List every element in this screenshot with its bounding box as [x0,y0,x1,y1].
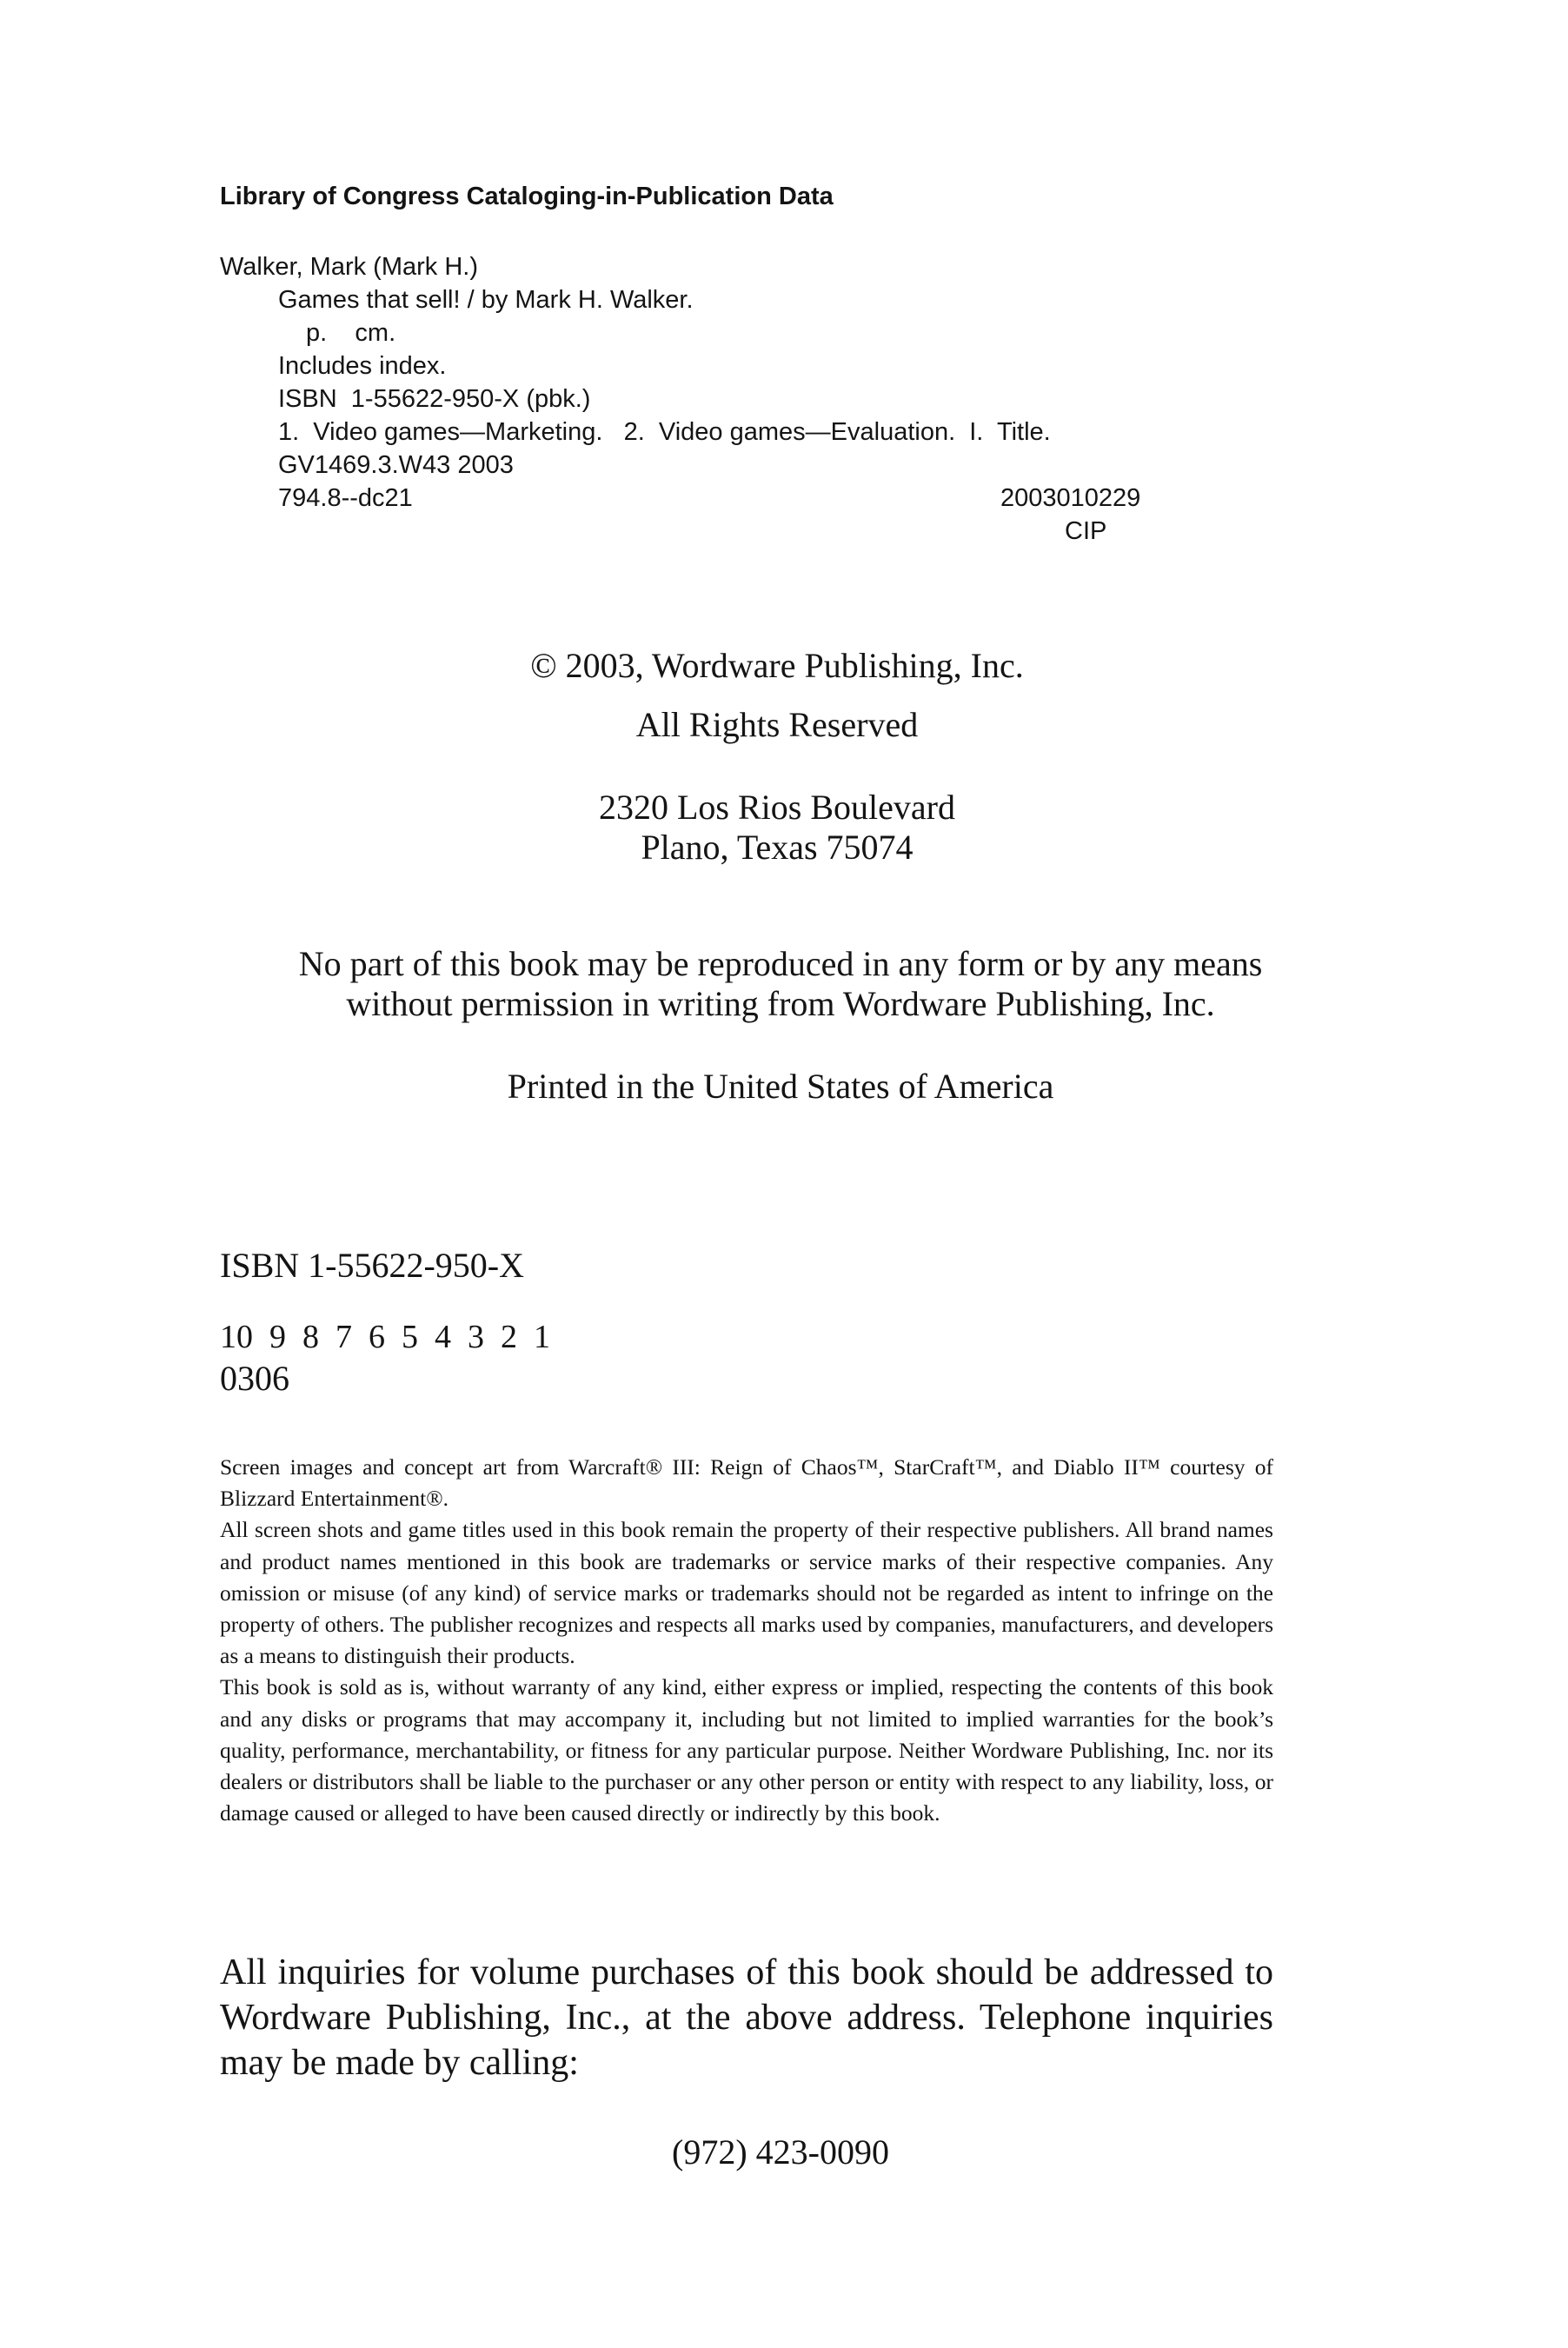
legal-paragraph-trademarks-credit: Screen images and concept art from Warcraft® III: Reign of Chaos™, StarCraft™, and Diablo II™ courtesy of Blizzard Entertainment®. [220,1454,1273,1512]
cip-isbn: ISBN 1-55622-950-X (pbk.) [278,385,591,413]
copyright-line: © 2003, Wordware Publishing, Inc. [530,646,1024,685]
legal-paragraph-trademarks: All screen shots and game titles used in this book remain the property of their respective publishers. All brand names and product names mentioned in this book are trademarks or service marks of their respective companies. Any omission or misuse (of any kind) of service marks or trademarks should not be regarded as intent to infringe on the property of others. The publisher recognizes and respects all marks used by companies, manufacturers, and developers as a means to distinguish their products. [220,1517,1273,1669]
legal-paragraph-warranty: This book is sold as is, without warranty of any kind, either express or implied, respecting the contents of this book and any disks or programs that may accompany it, including but not limited to implied warranties for the book’s quality, performance, merchantability, or fitness for any particular purpose. Neither Wordware Publishing, Inc. nor its dealers or distributors shall be liable to the purchaser or any other person or entity with respect to any liability, loss, or damage caused or alleged to have been caused directly or indirectly by this book. [220,1674,1273,1826]
address-street: 2320 Los Rios Boulevard [599,788,955,827]
print-code: 0306 [220,1359,289,1398]
cip-author: Walker, Mark (Mark H.) [220,253,478,281]
cip-subjects: 1. Video games—Marketing. 2. Video games—Evaluation. I. Title. [278,418,1051,446]
cip-title: Games that sell! / by Mark H. Walker. [278,286,694,314]
cip-physical: p. cm. [306,319,396,347]
cip-lccn: 2003010229 [1000,484,1141,512]
isbn-line: ISBN 1-55622-950-X [220,1246,524,1285]
printed-in: Printed in the United States of America [507,1067,1054,1106]
address-city: Plano, Texas 75074 [641,828,914,867]
phone-number: (972) 423-0090 [672,2132,889,2172]
permission-line-2: without permission in writing from Wordware Publishing, Inc. [346,984,1215,1023]
print-run: 10 9 8 7 6 5 4 3 2 1 [220,1319,550,1355]
cip-dewey: 794.8--dc21 [278,484,413,512]
legal-notice [220,1452,1273,1829]
rights-reserved: All Rights Reserved [635,705,919,744]
permission-line-1: No part of this book may be reproduced in any form or by any means [298,944,1263,983]
inquiries-text: All inquiries for volume purchases of this book should be addressed to Wordware Publishing, Inc., at the above address. Telephone inquiries may be made by calling: [220,1952,1273,2083]
cip-call-number: GV1469.3.W43 2003 [278,451,514,479]
cip-heading: Library of Congress Cataloging-in-Publication Data [220,183,834,210]
cip-mark: CIP [1065,517,1107,545]
cip-index: Includes index. [278,352,447,380]
